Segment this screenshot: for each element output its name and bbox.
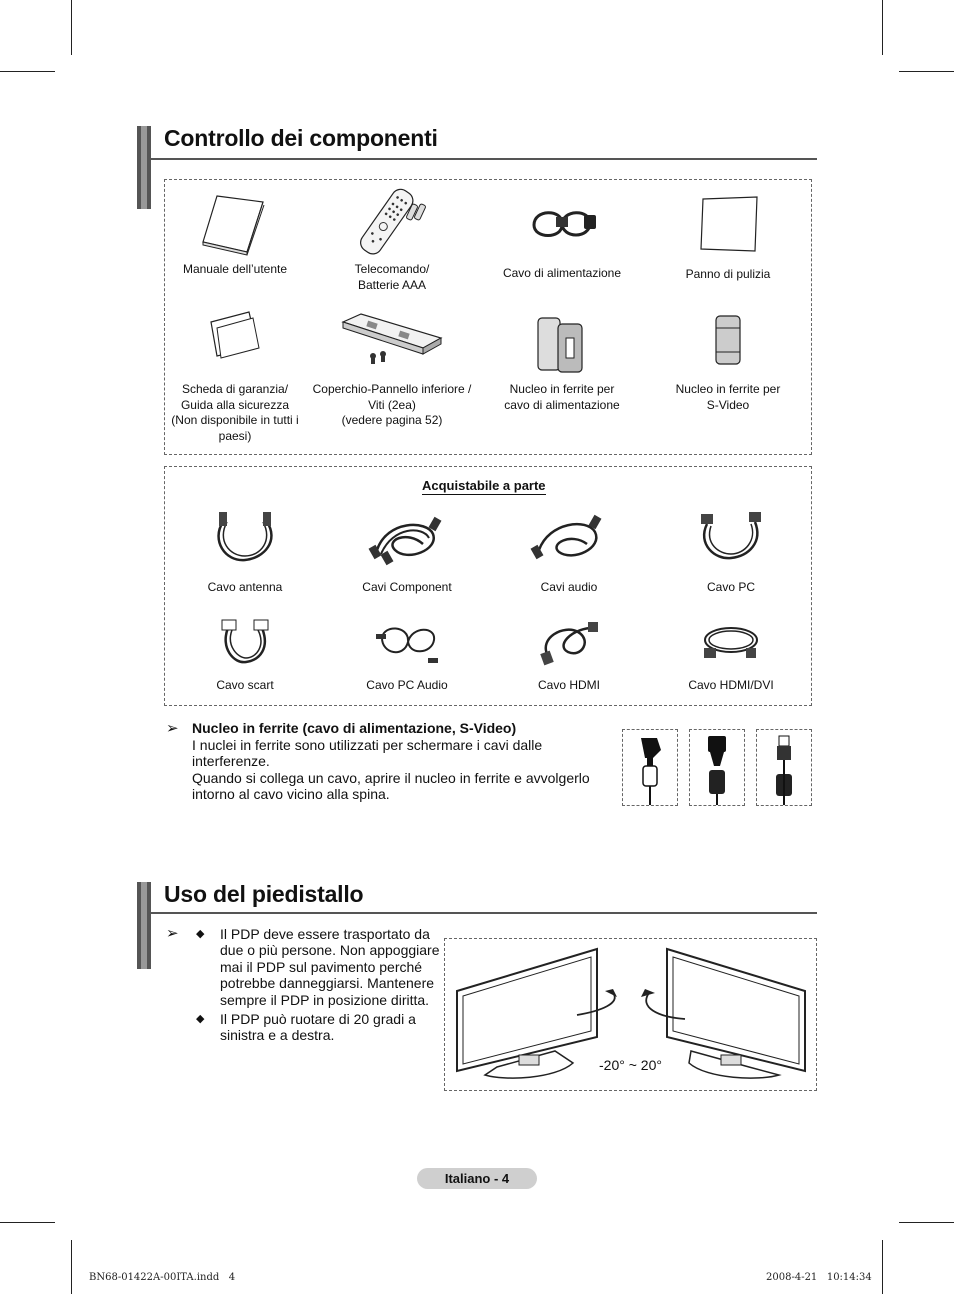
accessory-label: Telecomando/ Batterie AAA bbox=[354, 262, 430, 292]
title-rule bbox=[150, 912, 817, 914]
diamond-bullet-icon: ◆ bbox=[196, 928, 205, 940]
cleaning-cloth-icon bbox=[693, 193, 763, 255]
remote-control-icon bbox=[347, 188, 437, 258]
accessory-label: Manuale dell’utente bbox=[182, 262, 288, 276]
rotation-illustration-box bbox=[444, 938, 817, 1091]
bullet-item bbox=[192, 1011, 446, 1044]
note-text: I nuclei in ferrite sono utilizzati per schermare i cavi dalle bbox=[192, 736, 543, 753]
section-title: Uso del piedistallo bbox=[164, 881, 364, 907]
ferrite-power-plug-icon bbox=[690, 730, 744, 805]
hdmi-dvi-cable-icon bbox=[696, 618, 766, 670]
purchase-item bbox=[342, 510, 472, 596]
bullet-text: Il PDP può ruotare di 20 gradi a sinistra e a destra. bbox=[220, 1011, 416, 1044]
accessory-item bbox=[663, 314, 793, 413]
purchase-label: Cavo PC bbox=[706, 580, 756, 594]
crop-mark bbox=[0, 71, 55, 72]
purchase-label: Cavo scart bbox=[216, 678, 274, 692]
purchase-label: Cavo PC Audio bbox=[366, 678, 448, 692]
ferrite-core-small-icon bbox=[708, 314, 748, 374]
bullet-item bbox=[192, 926, 446, 1008]
ferrite-svideo-plug-icon bbox=[757, 730, 811, 805]
print-slug-right: 2008-4-21 10:14:34 bbox=[766, 1272, 872, 1283]
ferrite-plug-icon bbox=[623, 730, 677, 805]
bottom-cover-icon bbox=[337, 308, 447, 368]
note-title: Nucleo in ferrite (cavo di alimentazione, S-Video) bbox=[192, 720, 517, 736]
ferrite-illustration-1 bbox=[622, 729, 678, 806]
print-slug-left: BN68-01422A-00ITA.indd 4 bbox=[89, 1272, 236, 1283]
purchase-item bbox=[666, 618, 796, 694]
power-cable-icon bbox=[522, 195, 602, 255]
antenna-cable-icon bbox=[205, 510, 285, 568]
crop-mark bbox=[899, 1222, 954, 1223]
note-text: interferenze. bbox=[192, 753, 270, 769]
ferrite-core-large-icon bbox=[532, 314, 592, 374]
title-rule bbox=[150, 158, 817, 160]
purchase-label: Cavi audio bbox=[540, 580, 598, 594]
scart-cable-icon bbox=[210, 618, 280, 670]
pc-cable-icon bbox=[691, 510, 771, 568]
hdmi-cable-icon bbox=[534, 618, 604, 670]
accessory-label: Nucleo in ferrite per cavo di alimentazione bbox=[504, 382, 620, 412]
accessory-label: Panno di pulizia bbox=[685, 267, 771, 281]
accessory-item bbox=[497, 314, 627, 413]
accessory-item bbox=[663, 193, 793, 283]
note-text: Quando si collega un cavo, aprire il nucleo in ferrite e avvolgerlo bbox=[192, 769, 590, 786]
accessory-item bbox=[310, 308, 474, 429]
page-number-badge: Italiano - 4 bbox=[417, 1168, 537, 1189]
sold-separately-heading: Acquistabile a parte bbox=[422, 478, 546, 493]
manual-icon bbox=[195, 192, 275, 258]
purchase-label: Cavo antenna bbox=[207, 580, 283, 594]
audio-cables-icon bbox=[529, 510, 609, 568]
page-title: Controllo dei componenti bbox=[164, 125, 438, 151]
accessory-item bbox=[170, 192, 300, 278]
component-cables-icon bbox=[367, 510, 447, 568]
accessory-item bbox=[497, 195, 627, 282]
note-arrow-icon: ➢ bbox=[166, 720, 179, 737]
crop-mark bbox=[0, 1222, 55, 1223]
section-marker bbox=[137, 126, 151, 209]
purchase-label: Cavo HDMI bbox=[537, 678, 600, 692]
ferrite-note bbox=[192, 720, 602, 803]
crop-mark bbox=[882, 1240, 883, 1294]
purchase-label: Cavo HDMI/DVI bbox=[688, 678, 774, 692]
section-marker bbox=[137, 882, 151, 969]
crop-mark bbox=[899, 71, 954, 72]
accessory-label: Nucleo in ferrite per S-Video bbox=[675, 382, 781, 412]
ferrite-illustration-3 bbox=[756, 729, 812, 806]
accessory-label: Coperchio-Pannello inferiore / Viti (2ea) (vedere pagina 52) bbox=[312, 382, 472, 427]
pc-audio-cable-icon bbox=[372, 618, 442, 670]
warranty-card-icon bbox=[205, 308, 265, 360]
crop-mark bbox=[71, 0, 72, 55]
purchase-item bbox=[504, 618, 634, 694]
diamond-bullet-icon: ◆ bbox=[196, 1013, 205, 1026]
accessory-item bbox=[170, 308, 300, 444]
accessory-label: Cavo di alimentazione bbox=[502, 266, 622, 280]
accessory-label: Scheda di garanzia/ Guida alla sicurezza (Non disponibile in tutti i paesi) bbox=[171, 382, 299, 443]
stand-notes bbox=[192, 926, 446, 1047]
crop-mark bbox=[71, 1240, 72, 1294]
bullet-text: Il PDP deve essere trasportato da due o più persone. Non appoggiare mai il PDP sul pavimento perché potrebbe danneggiarsi. Mantenere sempre il PDP in posizione diritta. bbox=[220, 926, 440, 1008]
crop-mark bbox=[882, 0, 883, 55]
purchase-item bbox=[180, 618, 310, 694]
note-arrow-icon: ➢ bbox=[166, 925, 179, 942]
note-text: intorno al cavo vicino alla spina. bbox=[192, 786, 390, 802]
ferrite-illustration-2 bbox=[689, 729, 745, 806]
purchase-label: Cavi Component bbox=[362, 580, 452, 594]
purchase-item bbox=[342, 618, 472, 694]
purchase-item bbox=[180, 510, 310, 596]
accessory-item bbox=[327, 188, 457, 293]
purchase-item bbox=[504, 510, 634, 596]
purchase-item bbox=[666, 510, 796, 596]
rotation-label: -20° ~ 20° bbox=[599, 1057, 662, 1073]
